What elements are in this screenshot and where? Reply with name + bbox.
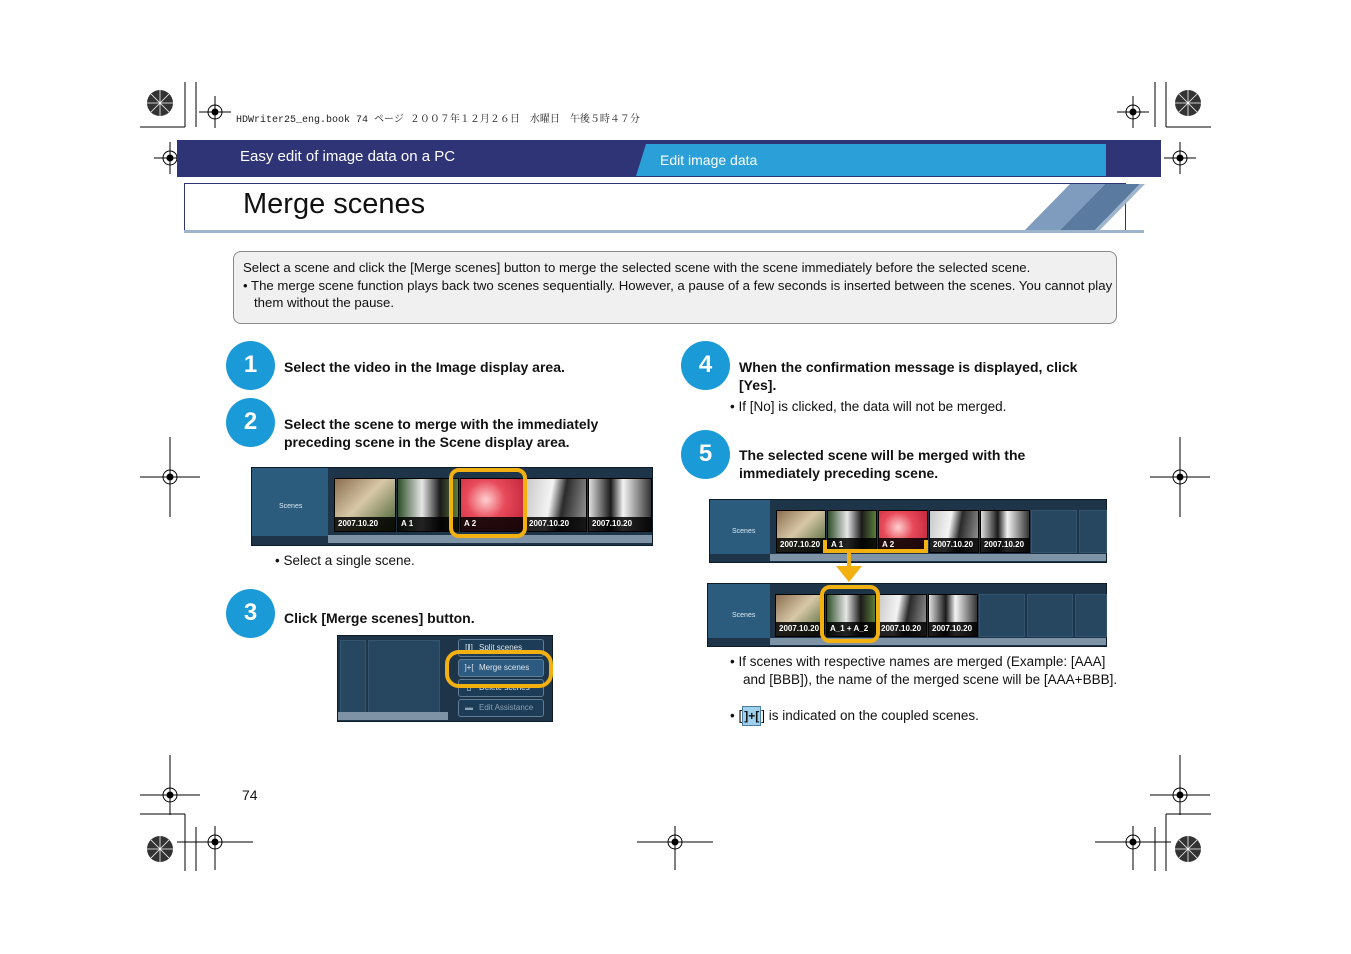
scrollbar[interactable] [770,638,1106,645]
merged-highlight [820,585,880,643]
merge-highlight [445,650,553,688]
scrollbar[interactable] [338,712,448,720]
step-1-badge: 1 [226,341,275,390]
empty-slot [368,640,440,716]
edit-assist-icon: ▬ [465,703,473,712]
step-2-badge: 2 [226,398,275,447]
empty-slot [1075,594,1107,637]
section-tab-label: Edit image data [660,152,758,168]
scene-thumb[interactable]: 2007.10.20 [525,478,587,532]
delete-icon: ▯ [466,683,472,692]
step-4-badge: 4 [681,341,730,390]
page-title: Merge scenes [243,188,426,220]
split-icon: [‖] [465,643,473,652]
scene-thumb[interactable]: A 2 [878,510,928,553]
step-2-note: • Select a single scene. [275,553,415,568]
scene-thumb[interactable]: 2007.10.20 [588,478,652,532]
intro-text [243,259,1113,312]
scenes-panel [708,584,770,638]
edit-assistance-button[interactable]: ▬ Edit Assistance [458,699,544,717]
empty-slot [1079,510,1107,553]
scene-thumb[interactable]: A 1 [397,478,459,532]
scene-thumb[interactable]: 2007.10.20 [776,510,826,553]
scenes-panel [710,500,770,554]
page-number: 74 [242,787,258,803]
step-3-text: Click [Merge scenes] button. [284,610,475,626]
step-5-text: The selected scene will be merged with the immediately preceding scene. [739,447,1026,481]
step-2-text: Select the scene to merge with the immediately preceding scene in the Scene display area. [284,416,599,450]
intro-line: Select a scene and click the [Merge scenes] button to merge the selected scene with the scene immediately before the selected scene. [243,260,1031,275]
scene-thumb[interactable]: 2007.10.20 [877,594,927,637]
step-4-note: • If [No] is clicked, the data will not be merged. [730,399,1007,414]
scene-thumb[interactable]: A 1 [827,510,877,553]
empty-slot [979,594,1025,637]
scenes-label: Scenes [732,612,756,619]
merge-icon: ]+[ [464,663,474,672]
scenes-panel [252,468,328,536]
step-3-badge: 3 [226,589,275,638]
section-title: Easy edit of image data on a PC [240,148,456,165]
scene-thumb[interactable]: 2007.10.20 [775,594,825,637]
empty-slot [340,640,366,716]
step-1-text: Select the video in the Image display area. [284,359,565,375]
scenes-label: Scenes [732,528,756,535]
selection-highlight [449,468,527,538]
empty-slot [1027,594,1073,637]
scene-thumb[interactable]: 2007.10.20 [929,510,979,553]
scene-thumb[interactable]: 2007.10.20 [980,510,1030,553]
intro-bullet: • The merge scene function plays back two scenes sequentially. However, a pause of a few seconds is inserted between the scenes. You cannot play them without the pause. [243,277,1113,310]
step-4-text: When the confirmation message is displayed, click [Yes]. [739,359,1078,393]
title-decoration [1020,182,1145,232]
scene-thumb[interactable]: 2007.10.20 [928,594,978,637]
step-5-badge: 5 [681,430,730,479]
merge-arrow [820,538,935,586]
scene-strip-after-merge [707,583,1107,647]
split-scenes-button[interactable]: [‖] Split scenes [458,639,544,657]
step-5-note-icon: • [ ]+[ ] is indicated on the coupled scenes. [730,706,979,726]
scene-strip-step2 [251,467,653,546]
merge-icon: ]+[ [742,706,761,726]
merged-scene-thumb[interactable]: A_1 + A_2 [826,594,876,637]
scene-thumb[interactable]: 2007.10.20 [334,478,396,532]
scene-thumb-selected[interactable]: A 2 [460,478,524,532]
menu-screenshot [337,635,553,722]
scenes-label: Scenes [279,503,303,510]
file-header: HDWriter25_eng.book 74 ページ ２００７年１２月２６日 水曜日 午後５時４７分 [236,115,640,126]
empty-slot [1031,510,1077,553]
step-5-note-naming: • If scenes with respective names are merged (Example: [AAA] and [BBB]), the name of the merged scene will be [AAA+BBB]. [730,654,1118,687]
delete-scenes-button[interactable]: ▯ Delete scenes [458,679,544,697]
merge-scenes-button[interactable]: ]+[ Merge scenes [458,659,544,677]
title-underline [184,230,1144,233]
